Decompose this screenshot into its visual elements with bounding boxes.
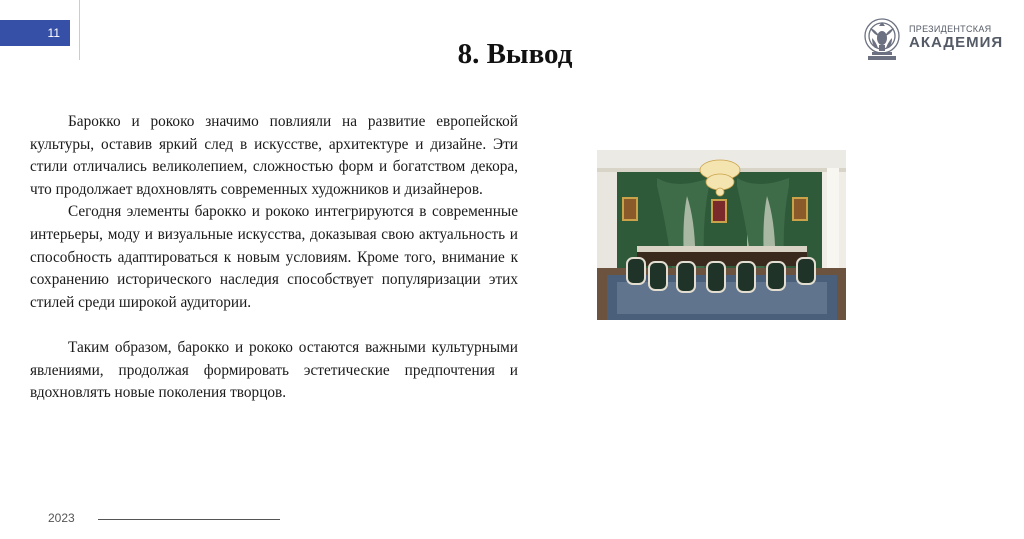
slide-number: 11 [47,26,60,40]
paragraph-1: Барокко и рококо значимо повлияли на развитие европейской культуры, оставив яркий след в искусстве, архитектуре и дизайне. Эти стили отличались великолепием, сложностью форм и богатством декора, что продолжает вдохновлять современных художников и дизайнеров. [30,113,518,198]
footer-divider [98,519,280,520]
paragraph-3: Таким образом, барокко и рококо остаются важными культурными явлениями, продолжая формировать эстетические предпочтения и вдохновлять новые поколения творцов. [30,338,518,402]
slide-number-badge [0,20,70,46]
paragraph-2: Сегодня элементы барокко и рококо интегрируются в современные интерьеры, моду и визуальные искусства, доказывая свою актуальность и способность адаптироваться к новым условиям. Кроме того, внимание к сохранению исторического наследия способствует популяризации этих стилей среди широкой аудитории. [30,203,518,311]
footer-year: 2023 [48,511,75,525]
conclusion-text [30,111,518,405]
logo-line1: ПРЕЗИДЕНТСКАЯ [909,24,992,35]
header-divider [79,0,80,60]
interior-illustration [597,150,846,320]
double-headed-eagle-icon [860,12,904,64]
academy-logo [860,10,1010,66]
page-title: 8. Вывод [457,38,573,70]
logo-line2: АКАДЕМИЯ [909,33,1004,51]
baroque-dining-room-photo [597,150,846,320]
